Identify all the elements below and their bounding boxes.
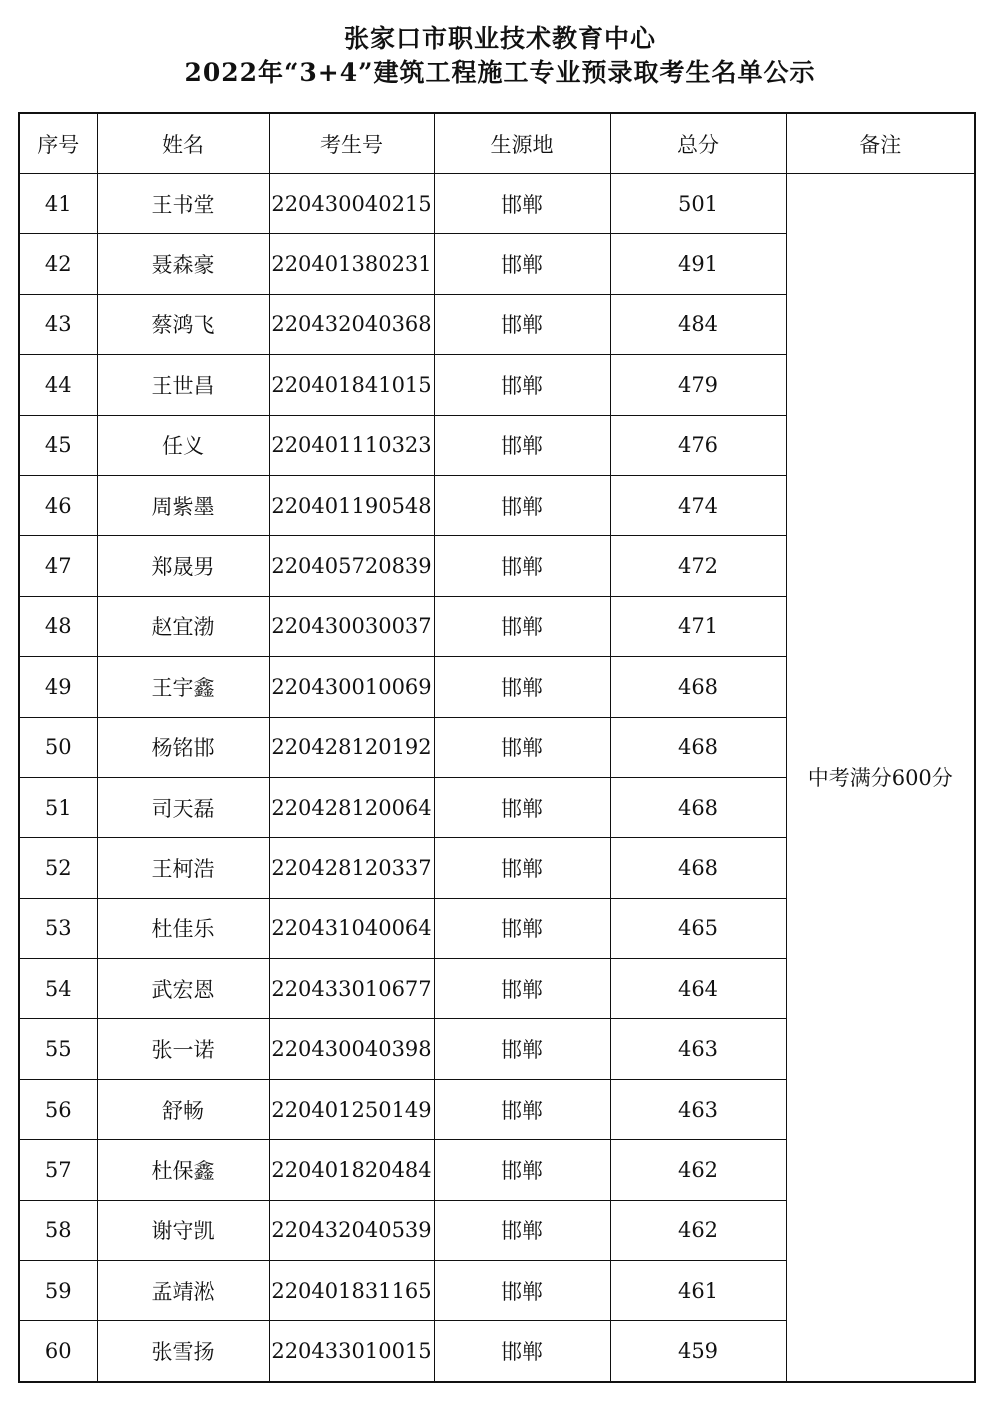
- exam-id-cell: 220430040215: [269, 174, 434, 234]
- document-header: [0, 22, 1000, 90]
- column-header-exam-id: 考生号: [269, 113, 434, 174]
- score-cell: 476: [610, 415, 786, 475]
- student-name-cell: 赵宜渤: [97, 596, 269, 656]
- student-name-cell: 舒畅: [97, 1079, 269, 1139]
- origin-cell: 邯郸: [434, 959, 610, 1019]
- score-cell: 501: [610, 174, 786, 234]
- origin-cell: 邯郸: [434, 898, 610, 958]
- row-number-cell: 45: [19, 415, 97, 475]
- student-name-cell: 司天磊: [97, 777, 269, 837]
- row-number-cell: 51: [19, 777, 97, 837]
- title-line-1: 张家口市职业技术教育中心: [343, 24, 656, 53]
- exam-id-cell: 220430010069: [269, 657, 434, 717]
- exam-id-cell: 220432040539: [269, 1200, 434, 1260]
- student-name-cell: 杨铭邯: [97, 717, 269, 777]
- score-cell: 468: [610, 777, 786, 837]
- row-number-cell: 41: [19, 174, 97, 234]
- exam-id-cell: 220401841015: [269, 355, 434, 415]
- score-cell: 468: [610, 657, 786, 717]
- exam-id-cell: 220405720839: [269, 536, 434, 596]
- student-name-cell: 孟靖淞: [97, 1261, 269, 1321]
- column-header-remark: 备注: [786, 113, 975, 174]
- row-number-cell: 56: [19, 1079, 97, 1139]
- table-header-row: [19, 113, 975, 174]
- origin-cell: 邯郸: [434, 1200, 610, 1260]
- row-number-cell: 58: [19, 1200, 97, 1260]
- exam-id-cell: 220401380231: [269, 234, 434, 294]
- table-row: [19, 174, 975, 234]
- column-header-origin: 生源地: [434, 113, 610, 174]
- score-cell: 472: [610, 536, 786, 596]
- student-name-cell: 王柯浩: [97, 838, 269, 898]
- student-name-cell: 郑晟男: [97, 536, 269, 596]
- student-name-cell: 蔡鸿飞: [97, 294, 269, 354]
- row-number-cell: 43: [19, 294, 97, 354]
- row-number-cell: 50: [19, 717, 97, 777]
- row-number-cell: 60: [19, 1321, 97, 1382]
- origin-cell: 邯郸: [434, 1261, 610, 1321]
- student-name-cell: 周紫墨: [97, 475, 269, 535]
- exam-id-cell: 220428120064: [269, 777, 434, 837]
- row-number-cell: 42: [19, 234, 97, 294]
- row-number-cell: 59: [19, 1261, 97, 1321]
- row-number-cell: 54: [19, 959, 97, 1019]
- exam-id-cell: 220433010677: [269, 959, 434, 1019]
- score-cell: 484: [610, 294, 786, 354]
- row-number-cell: 57: [19, 1140, 97, 1200]
- origin-cell: 邯郸: [434, 475, 610, 535]
- score-cell: 479: [610, 355, 786, 415]
- row-number-cell: 53: [19, 898, 97, 958]
- row-number-cell: 52: [19, 838, 97, 898]
- exam-id-cell: 220401110323: [269, 415, 434, 475]
- student-name-cell: 武宏恩: [97, 959, 269, 1019]
- row-number-cell: 49: [19, 657, 97, 717]
- score-cell: 474: [610, 475, 786, 535]
- admission-table: [18, 112, 976, 1383]
- exam-id-cell: 220428120337: [269, 838, 434, 898]
- student-name-cell: 谢守凯: [97, 1200, 269, 1260]
- exam-id-cell: 220430030037: [269, 596, 434, 656]
- score-cell: 463: [610, 1079, 786, 1139]
- student-name-cell: 王世昌: [97, 355, 269, 415]
- student-name-cell: 聂森豪: [97, 234, 269, 294]
- origin-cell: 邯郸: [434, 536, 610, 596]
- exam-id-cell: 220401820484: [269, 1140, 434, 1200]
- score-cell: 463: [610, 1019, 786, 1079]
- column-header-name: 姓名: [97, 113, 269, 174]
- origin-cell: 邯郸: [434, 415, 610, 475]
- table-body: [19, 174, 975, 1382]
- score-cell: 462: [610, 1200, 786, 1260]
- score-cell: 491: [610, 234, 786, 294]
- row-number-cell: 44: [19, 355, 97, 415]
- origin-cell: 邯郸: [434, 1019, 610, 1079]
- origin-cell: 邯郸: [434, 717, 610, 777]
- exam-id-cell: 220428120192: [269, 717, 434, 777]
- row-number-cell: 48: [19, 596, 97, 656]
- origin-cell: 邯郸: [434, 174, 610, 234]
- origin-cell: 邯郸: [434, 1079, 610, 1139]
- row-number-cell: 46: [19, 475, 97, 535]
- score-cell: 468: [610, 717, 786, 777]
- student-name-cell: 王宇鑫: [97, 657, 269, 717]
- score-cell: 464: [610, 959, 786, 1019]
- student-name-cell: 杜保鑫: [97, 1140, 269, 1200]
- score-cell: 462: [610, 1140, 786, 1200]
- exam-id-cell: 220431040064: [269, 898, 434, 958]
- exam-id-cell: 220433010015: [269, 1321, 434, 1382]
- origin-cell: 邯郸: [434, 1321, 610, 1382]
- origin-cell: 邯郸: [434, 657, 610, 717]
- student-name-cell: 张雪扬: [97, 1321, 269, 1382]
- score-cell: 461: [610, 1261, 786, 1321]
- score-cell: 468: [610, 838, 786, 898]
- origin-cell: 邯郸: [434, 294, 610, 354]
- title-line-2: 2022年“3+4”建筑工程施工专业预录取考生名单公示: [184, 58, 816, 87]
- exam-id-cell: 220401250149: [269, 1079, 434, 1139]
- column-header-score: 总分: [610, 113, 786, 174]
- student-name-cell: 杜佳乐: [97, 898, 269, 958]
- student-name-cell: 张一诺: [97, 1019, 269, 1079]
- score-cell: 465: [610, 898, 786, 958]
- origin-cell: 邯郸: [434, 596, 610, 656]
- exam-id-cell: 220430040398: [269, 1019, 434, 1079]
- score-cell: 471: [610, 596, 786, 656]
- score-cell: 459: [610, 1321, 786, 1382]
- student-name-cell: 任义: [97, 415, 269, 475]
- origin-cell: 邯郸: [434, 777, 610, 837]
- exam-id-cell: 220401831165: [269, 1261, 434, 1321]
- exam-id-cell: 220432040368: [269, 294, 434, 354]
- exam-id-cell: 220401190548: [269, 475, 434, 535]
- origin-cell: 邯郸: [434, 234, 610, 294]
- remark-cell: 中考满分600分: [786, 174, 975, 1382]
- row-number-cell: 55: [19, 1019, 97, 1079]
- origin-cell: 邯郸: [434, 838, 610, 898]
- origin-cell: 邯郸: [434, 1140, 610, 1200]
- row-number-cell: 47: [19, 536, 97, 596]
- student-name-cell: 王书堂: [97, 174, 269, 234]
- column-header-number: 序号: [19, 113, 97, 174]
- origin-cell: 邯郸: [434, 355, 610, 415]
